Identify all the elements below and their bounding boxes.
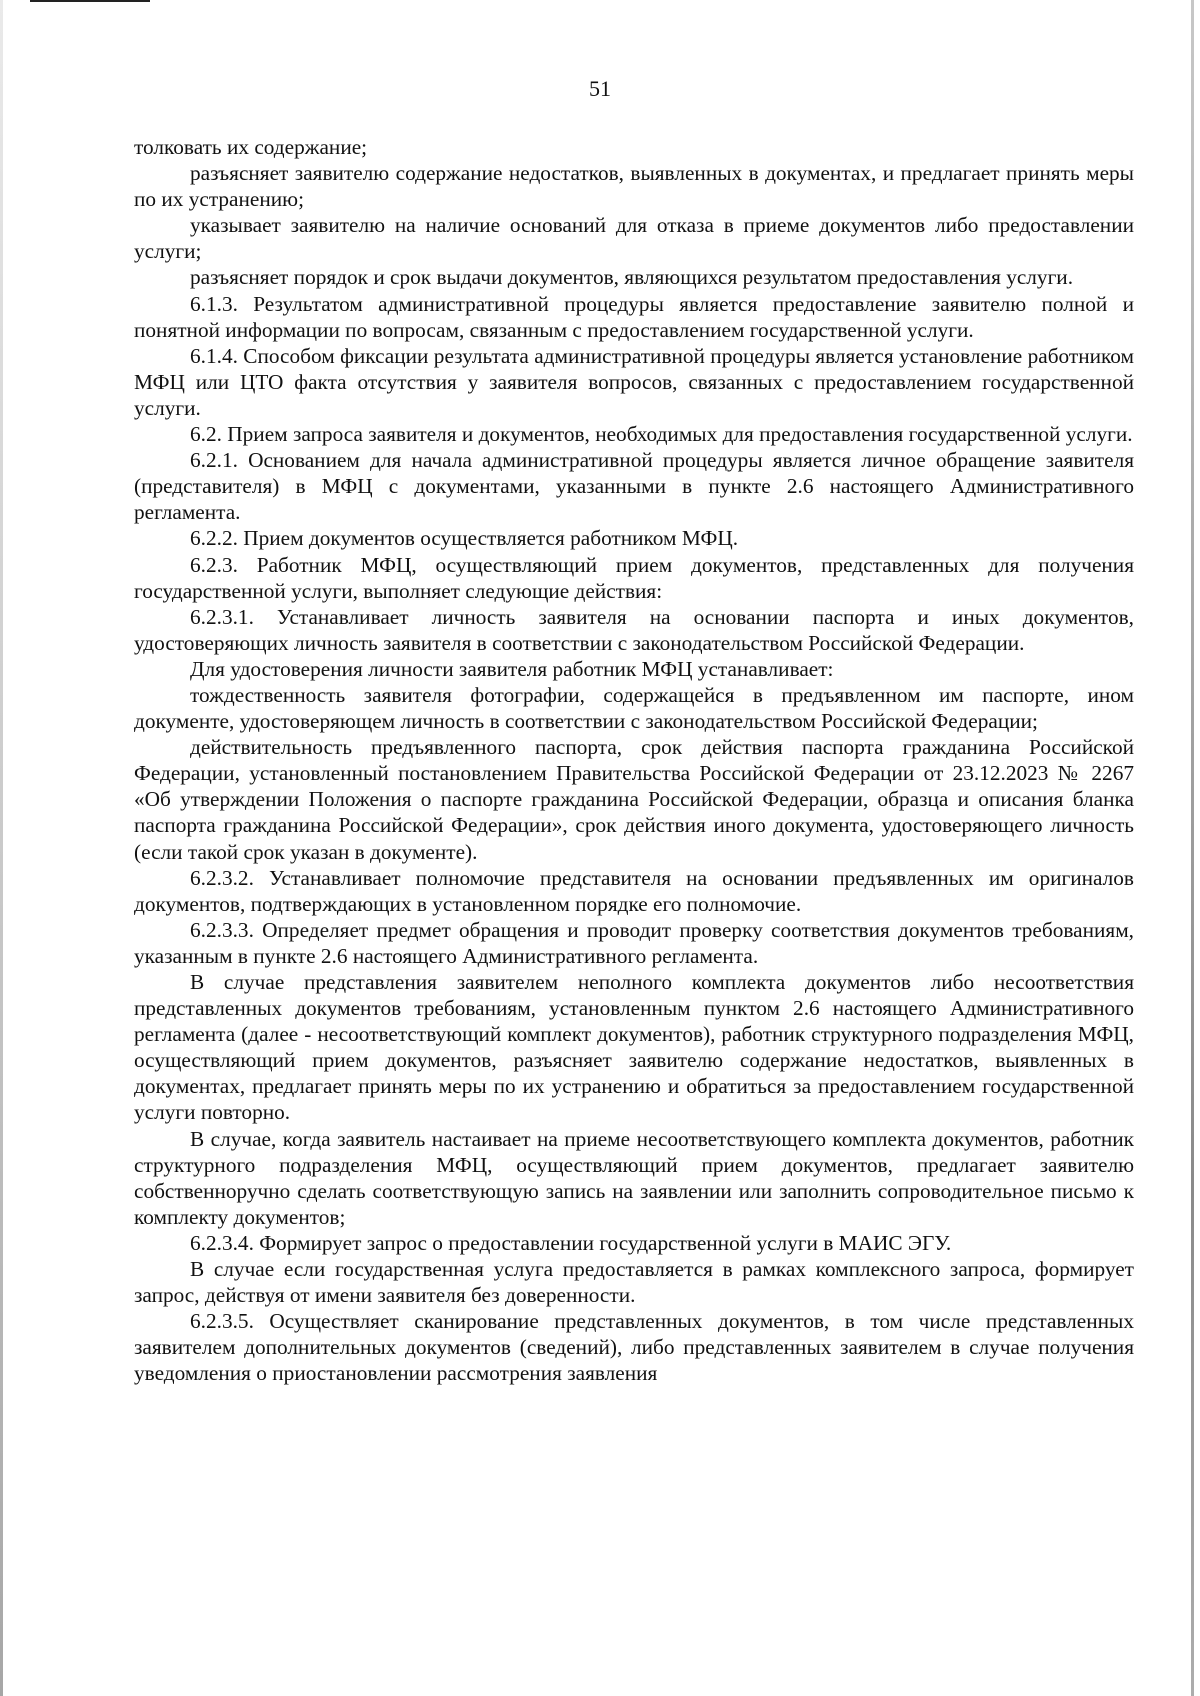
paragraph: 6.2.3.3. Определяет предмет обращения и проводит проверку соответствия документов требованиям, указанным в пункте 2.6 настоящего Административного регламента. <box>134 917 1134 968</box>
paragraph: 6.2.1. Основанием для начала административной процедуры является личное обращение заявителя (представителя) в МФЦ с документами, указанными в пункте 2.6 настоящего Административного регламента. <box>134 448 1134 525</box>
paragraph: разъясняет порядок и срок выдачи документов, являющихся результатом предоставления услуги. <box>190 265 1074 290</box>
document-body <box>134 134 1134 1387</box>
paragraph: В случае представления заявителем неполного комплекта документов либо несоответствия представленных документов требованиям, установленным пунктом 2.6 настоящего Административного регламента (далее - несоответствующий комплект документов), работник структурного подразделения МФЦ, осуществляющий прием документов, разъясняет заявителю содержание недостатков, выявленных в документах, предлагает принять меры по их устранению и обратиться за предоставлением государственной услуги повторно. <box>134 970 1134 1125</box>
scan-left-edge <box>0 0 3 1696</box>
paragraph: указывает заявителю на наличие оснований для отказа в приеме документов либо предоставлении услуги; <box>134 213 1134 264</box>
paragraph: 6.2.3.1. Устанавливает личность заявителя на основании паспорта и иных документов, удостоверяющих личность заявителя в соответствии с законодательством Российской Федерации. <box>134 604 1134 655</box>
paragraph: 6.2.3.5. Осуществляет сканирование представленных документов, в том числе представленных заявителем дополнительных документов (сведений), либо представленных заявителем в случае получения уведомления о приостановлении рассмотрения заявления <box>134 1309 1134 1386</box>
paragraph: действительность предъявленного паспорта, срок действия паспорта гражданина Российской Федерации, установленный постановлением Правительства Российской Федерации от 23.12.2023 № 2267 «Об утверждении Положения о паспорте гражданина Российской Федерации, образца и описания бланка паспорта гражданина Российской Федерации», срок действия иного документа, удостоверяющего личность (если такой срок указан в документе). <box>134 735 1134 864</box>
paragraph: 6.2. Прием запроса заявителя и документов, необходимых для предоставления государственной услуги. <box>190 422 1133 447</box>
paragraph: 6.1.4. Способом фиксации результата административной процедуры является установление работником МФЦ или ЦТО факта отсутствия у заявителя вопросов, связанных с предоставлением государственной услуги. <box>134 343 1134 420</box>
paragraph: толковать их содержание; <box>134 135 368 159</box>
paragraph: 6.2.2. Прием документов осуществляется работником МФЦ. <box>190 526 739 551</box>
paragraph: Для удостоверения личности заявителя работник МФЦ устанавливает: <box>190 656 834 681</box>
paragraph: В случае если государственная услуга предоставляется в рамках комплексного запроса, формирует запрос, действуя от имени заявителя без доверенности. <box>134 1257 1134 1308</box>
paragraph: разъясняет заявителю содержание недостатков, выявленных в документах, и предлагает принять меры по их устранению; <box>134 161 1134 212</box>
paragraph: 6.2.3.2. Устанавливает полномочие представителя на основании предъявленных им оригиналов документов, подтверждающих в установленном порядке его полномочие. <box>134 865 1134 916</box>
paragraph: тождественность заявителя фотографии, содержащейся в предъявленном им паспорте, ином документе, удостоверяющем личность в соответствии с законодательством Российской Федерации; <box>134 682 1134 734</box>
page-number: 51 <box>589 76 611 101</box>
paragraph: 6.1.3. Результатом административной процедуры является предоставление заявителю полной и понятной информации по вопросам, связанным с предоставлением государственной услуги. <box>134 291 1134 342</box>
scan-right-edge <box>1191 0 1194 1696</box>
paragraph: 6.2.3.4. Формирует запрос о предоставлении государственной услуги в МАИС ЭГУ. <box>190 1230 952 1255</box>
paragraph: В случае, когда заявитель настаивает на приеме несоответствующего комплекта документов, работник структурного подразделения МФЦ, осуществляющий прием документов, предлагает заявителю собственноручно сделать соответствующую запись на заявлении или заполнить сопроводительное письмо к комплекту документов; <box>134 1126 1134 1229</box>
paragraph: 6.2.3. Работник МФЦ, осуществляющий прием документов, представленных для получения государственной услуги, выполняет следующие действия: <box>134 552 1134 603</box>
scan-top-line <box>30 0 150 2</box>
